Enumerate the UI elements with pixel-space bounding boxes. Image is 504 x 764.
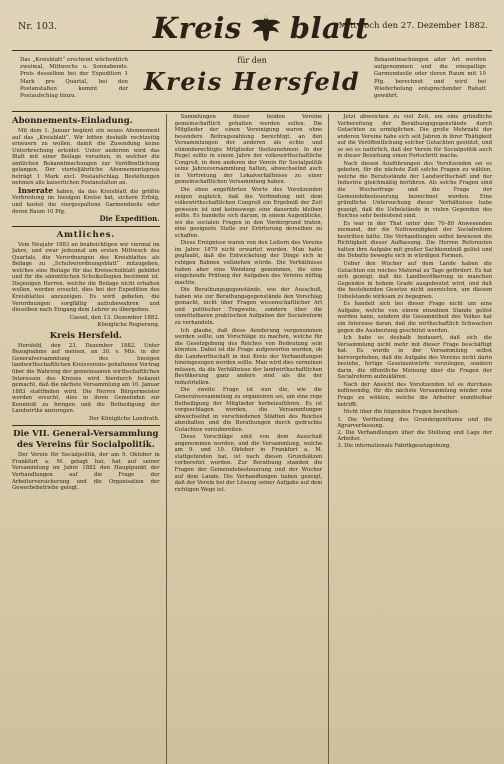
column-3 <box>337 114 492 764</box>
advertising-info: Bekanntmachungen aller Art werden aufgenommen und die einspaltige Garmondzeile oder deren Raum mit 10 Pfg. berechnet und wird bei Wiederholung entsprechender Rabatt gewährt. <box>374 57 486 100</box>
column3-paragraph-3: Es war in der That unter den 70–80 Anwesenden niemand, der die Nothwendigkeit der Socialreform bestritten hätte. Die Verhandlungen selbst bewiesen die Richtigkeit dieser Auffassung. Die Herren Referenten hatten ihre Aufgabe mit großer Sachkenntniß gelöst und die Debatte bewegte sich in würdigen Formen. <box>337 220 492 260</box>
agenda-list <box>337 417 492 450</box>
separator <box>12 226 160 227</box>
column3-paragraph-6: Ich habe es deshalb bedauert, daß sich die Versammlung nicht mehr mit dieser Frage beschäftigt hat. Es wurde in der Versammlung selbst hervorgehoben, daß die Aufgabe des Vereins nicht darin bestehe, fertige Gesetzentwürfe vorzulegen, sondern darin, die öffentliche Meinung über die Fragen der Socialreform aufzuklären. <box>337 335 492 381</box>
hersfeld-signature: Der Königliche Landrath. <box>88 415 160 422</box>
column3-paragraph-7: Nach der Ansicht des Vorsitzenden ist es durchaus nothwendig, für die nächste Versammlung wieder eine Frage zu wählen, welche die Arbeiter unmittelbar betrifft. <box>337 381 492 408</box>
list-item: 2. Die Verhandlungen über die Stellung und Lage der Arbeiter. <box>337 429 492 443</box>
subscription-info: Das „Kreisblatt“ erscheint wöchentlich zweimal, Mittwochs u. Sonnabends. Preis desselben bei der Expedition 1 Mark pro Quartal, bei den Postanstalten kommt der Postaufschlag hinzu. <box>20 57 128 100</box>
column3-paragraph-4: Ueber den Wucher auf dem Lande haben die Gutachten ein reiches Material zu Tage gefördert. Es hat sich gezeigt, daß die Landbevölkerung in manchen Gegenden in hohem Grade ausgebeutet wird, und daß die bestehenden Gesetze nicht ausreichen, um diesem Uebelstande wirksam zu begegnen. <box>337 261 492 300</box>
subscription-text: Mit dem 1. Januar beginnt ein neues Abonnement auf das „Kreisblatt“. Wir bitten deshalb rechtzeitig erneuern zu wollen, damit die Zusendung keine Unterbrechung erleidet. Unter anderem wird das Blatt mit einer Beilage versehen, in welcher die amtlichen Bekanntmachungen zur Veröffentlichung gelangen. Der vierteljährliche Abonnementspreis beträgt 1 Mark excl. Postaufschlag. Bestellungen nehmen alle kaiserlichen Postanstalten an. <box>12 128 160 187</box>
inserate-paragraph <box>12 185 160 215</box>
column-1 <box>12 114 167 764</box>
official-text: Vom Neujahr 1883 an beabsichtigen wir viermal im Jahre, und zwar jedesmal am ersten Mittwoch des Quartals, die Verordnungen des Kreisblattes als Beilage zu „Schulverordnungsblatt“ mitzugeben, welches eine Beilage für das Kreisschulblatt gebildet und für die sämmtlichen Schulkollegien bestimmt ist. Diejenigen Herren, welche die Beilage nicht erhalten wollen, werden ersucht, dies bei der Expedition des Kreisblattes anzuzeigen. Es wird gebeten, die Verordnungen sorgfältig aufzubewahren und dieselben nach Eingang dem Lehrer zu übergeben. <box>12 241 160 314</box>
subheader-rule <box>12 111 492 112</box>
hersfeld-text: Hersfeld, den 23. Dezember 1882. Unter Bezugnahme auf meinen, an 30. v. Mts. in der Generalversammlung des hiesigen landwirthschaftlichen Kreisvereins gehaltenen Vortrag über die Wahrung der gemeinsamen wirthschaftlichen Interessen des Kreises wird hierdurch bekannt gemacht, daß die nächste Versammlung am 10. Januar 1883 stattfinden wird. Die Herren Bürgermeister werden ersucht, dies in ihren Gemeinden zur Kenntniß zu bringen und die Betheiligung der Landwirthe anzuregen. <box>12 342 160 415</box>
title-left: Kreis <box>152 11 242 45</box>
subtitle-small: für den <box>237 56 267 65</box>
subheader <box>12 53 492 109</box>
inserate-text: haben, da das Kreisblatt die größte Verbreitung im hiesigen Kreise hat, sichern Erfolg, und kostet die viergespaltene Garmondzeile oder deren Raum 10 Pfg. <box>12 188 160 215</box>
column2-paragraph-6: Die zweite Frage ist nun die, wie die Generalversammlung zu organisiren sei, um eine rege Betheiligung der Mitglieder herbeizuführen. Es ist vorgeschlagen worden, die Versammlungen abwechselnd in verschiedenen Städten des Reiches abzuhalten und die Berathungen durch gedruckte Gutachten vorzubereiten. <box>174 387 323 433</box>
list-item: 3. Die internationale Fabrikgesetzgebung. <box>337 442 451 449</box>
column2-paragraph-3: Diese Ereignisse waren von den Leitern des Vereins im Jahre 1879 nicht erwartet worden. Man hatte geglaubt, daß die Entwickelung der Dinge sich in ruhigen Bahnen vollziehen würde. Die Verhältnisse haben aber eine Wendung genommen, die eine eingehende Prüfung der Aufgaben des Vereins nöthig machte. <box>174 240 323 286</box>
column2-paragraph-7: Diese Vorschläge sind von dem Ausschuß angenommen worden, und die Versammlung, welche am 9. und 10. Oktober in Frankfurt a. M. stattgefunden hat, ist nach diesen Grundsätzen vorbereitet worden. Zur Berathung standen die Fragen der Gemeindebesteuerung und der Wucher auf dem Lande. Die Verhandlungen haben gezeigt, daß der Verein bei der Lösung seiner Aufgabe auf dem richtigen Wege ist. <box>174 434 323 493</box>
column3-paragraph-8: Nicht über die folgenden Fragen berathen: <box>343 409 460 416</box>
title-right: blatt <box>289 11 370 45</box>
official-sign-authority: Königliche Regierung. <box>97 322 160 329</box>
heading-subscription: Abonnements-Einladung. <box>12 116 133 126</box>
eagle-crest-icon <box>250 12 282 44</box>
separator <box>12 425 160 426</box>
heading-general-assembly: Die VII. General-Versammlung des Vereins für Socialpolitik. <box>13 429 159 451</box>
issue-number: Nr. 103. <box>18 21 58 32</box>
masthead <box>12 8 492 48</box>
issue-date: Mittwoch den 27. Dezember 1882. <box>338 21 488 31</box>
column2-paragraph-1: Sammlungen dieser beiden Vereine gemeinschaftlich gehalten werden sollen. Die Mitglieder der einen Vereinigung waren ohne besondere Beitragszahlung berechtigt, an den Versammlungen der anderen als echte und stimmberechtigte Mitglieder theilzunehmen. In der Regel sollte in einem Jahre der volkswirthschaftliche Congreß, in dem anderen der Verein für Socialpolitik seine Jahresversammlung halten, abwechselnd auch in Vertretung der Lokalverhältnisse zu einer gemeinschaftlichen Versammlung haben. <box>174 114 323 186</box>
assembly-text: Der Verein für Socialpolitik, der am 9. Oktober in Frankfurt a. M. getagt hat, hat auf seiner Versammlung im Jahre 1882 den Hauptpunkt der Verhandlungen auf die Frage der Arbeiterversicherung und die Organisation der Gewerbebetriebe gelegt. <box>12 452 160 492</box>
subtitle-district: Kreis Hersfeld <box>143 67 361 96</box>
column3-paragraph-2: Nach diesen Ausführungen des Vorsitzenden sei es geboten, für die nächste Zeit solche Fragen zu wählen, welche die Berufsstände der Landwirthschaft und der Industrie gleichmäßig berühren. Als solche Fragen sind die Wucherfrage und die Frage der Gemeindebesteuerung bezeichnet worden. Eine gründliche Untersuchung dieser Verhältnisse habe gezeigt, daß die Uebelstände in vielen Gegenden des Reiches sehr bedeutend sind. <box>337 160 492 220</box>
heading-official: Amtliches. <box>56 229 116 240</box>
inserate-lead: Inserate <box>18 185 54 195</box>
column3-paragraph-1: Jetzt abweichen zu viel Zeit, um eine gründliche Vorbereitung der Berathungsgegenstände durch Gutachten zu ermöglichen. Die große Mehrzahl der anderen Vereine habe sich seit Jahren in ihrer Thätigkeit auf die Veröffentlichung solcher Gutachten gestützt, und so sei es natürlich, daß der Verein für Socialpolitik auch in dieser Beziehung einen Fortschritt mache. <box>337 114 492 160</box>
column2-paragraph-4: Die Berathungsgegenstände, wie der Ausschuß, haben wie zur Berathungsgegenstände den Vorschlag gemacht, nicht über Fragen wissenschaftlicher Art und politischer Tragweite, sondern über die unmittelbaren praktischen Aufgaben der Socialreform zu verhandeln. <box>174 287 323 326</box>
list-item: 1. Die Vertheilung des Grundeigenthums und die Agrarverfassung. <box>337 416 492 430</box>
column3-paragraph-5: Es handelt sich bei dieser Frage nicht um eine Aufgabe, welche von einem einzelnen Stande gelöst werden kann, sondern die Gesammtheit des Volkes hat ein Interesse daran, daß die wirthschaftlich Schwachen gegen die Ausbeutung geschützt werden. <box>337 301 492 334</box>
expedition-signature: Die Expedition. <box>99 214 160 224</box>
column2-paragraph-5: Ich glaube, daß diese Aenderung vorgenommen werden sollte, um Vorschläge zu machen, welche für die Gesetzgebung des Reiches von Bedeutung sein könnten. Dabei ist die Frage aufgeworfen worden, ob die Landwirthschaft in den Kreis der Verhandlungen hineingezogen werden sollte. Man wird dies verneinen müssen, da die Verhältnisse der landwirthschaftlichen Bevölkerung ganz andere sind als die der industriellen. <box>174 327 323 386</box>
official-sign-place: Cassel, den 13. Dezember 1882. <box>69 314 160 321</box>
heading-kreis-hersfeld: Kreis Hersfeld. <box>49 330 122 341</box>
column2-paragraph-2: Die eben angeführten Worte des Vorsitzenden zeigen zugleich, daß die Verbindung mit dem volkswirthschaftlichen Congreß ein Ergebniß der Zeit gewesen ist und keineswegs eine dauernde bleiben sollte. Es handelte sich darum, in einem Augenblicke, wo die socialen Fragen in den Vordergrund traten, eine geeignete Stelle zur Erörterung derselben zu schaffen. <box>174 187 323 239</box>
column-2 <box>175 114 330 764</box>
article-columns <box>12 114 492 764</box>
masthead-rule <box>12 50 492 51</box>
